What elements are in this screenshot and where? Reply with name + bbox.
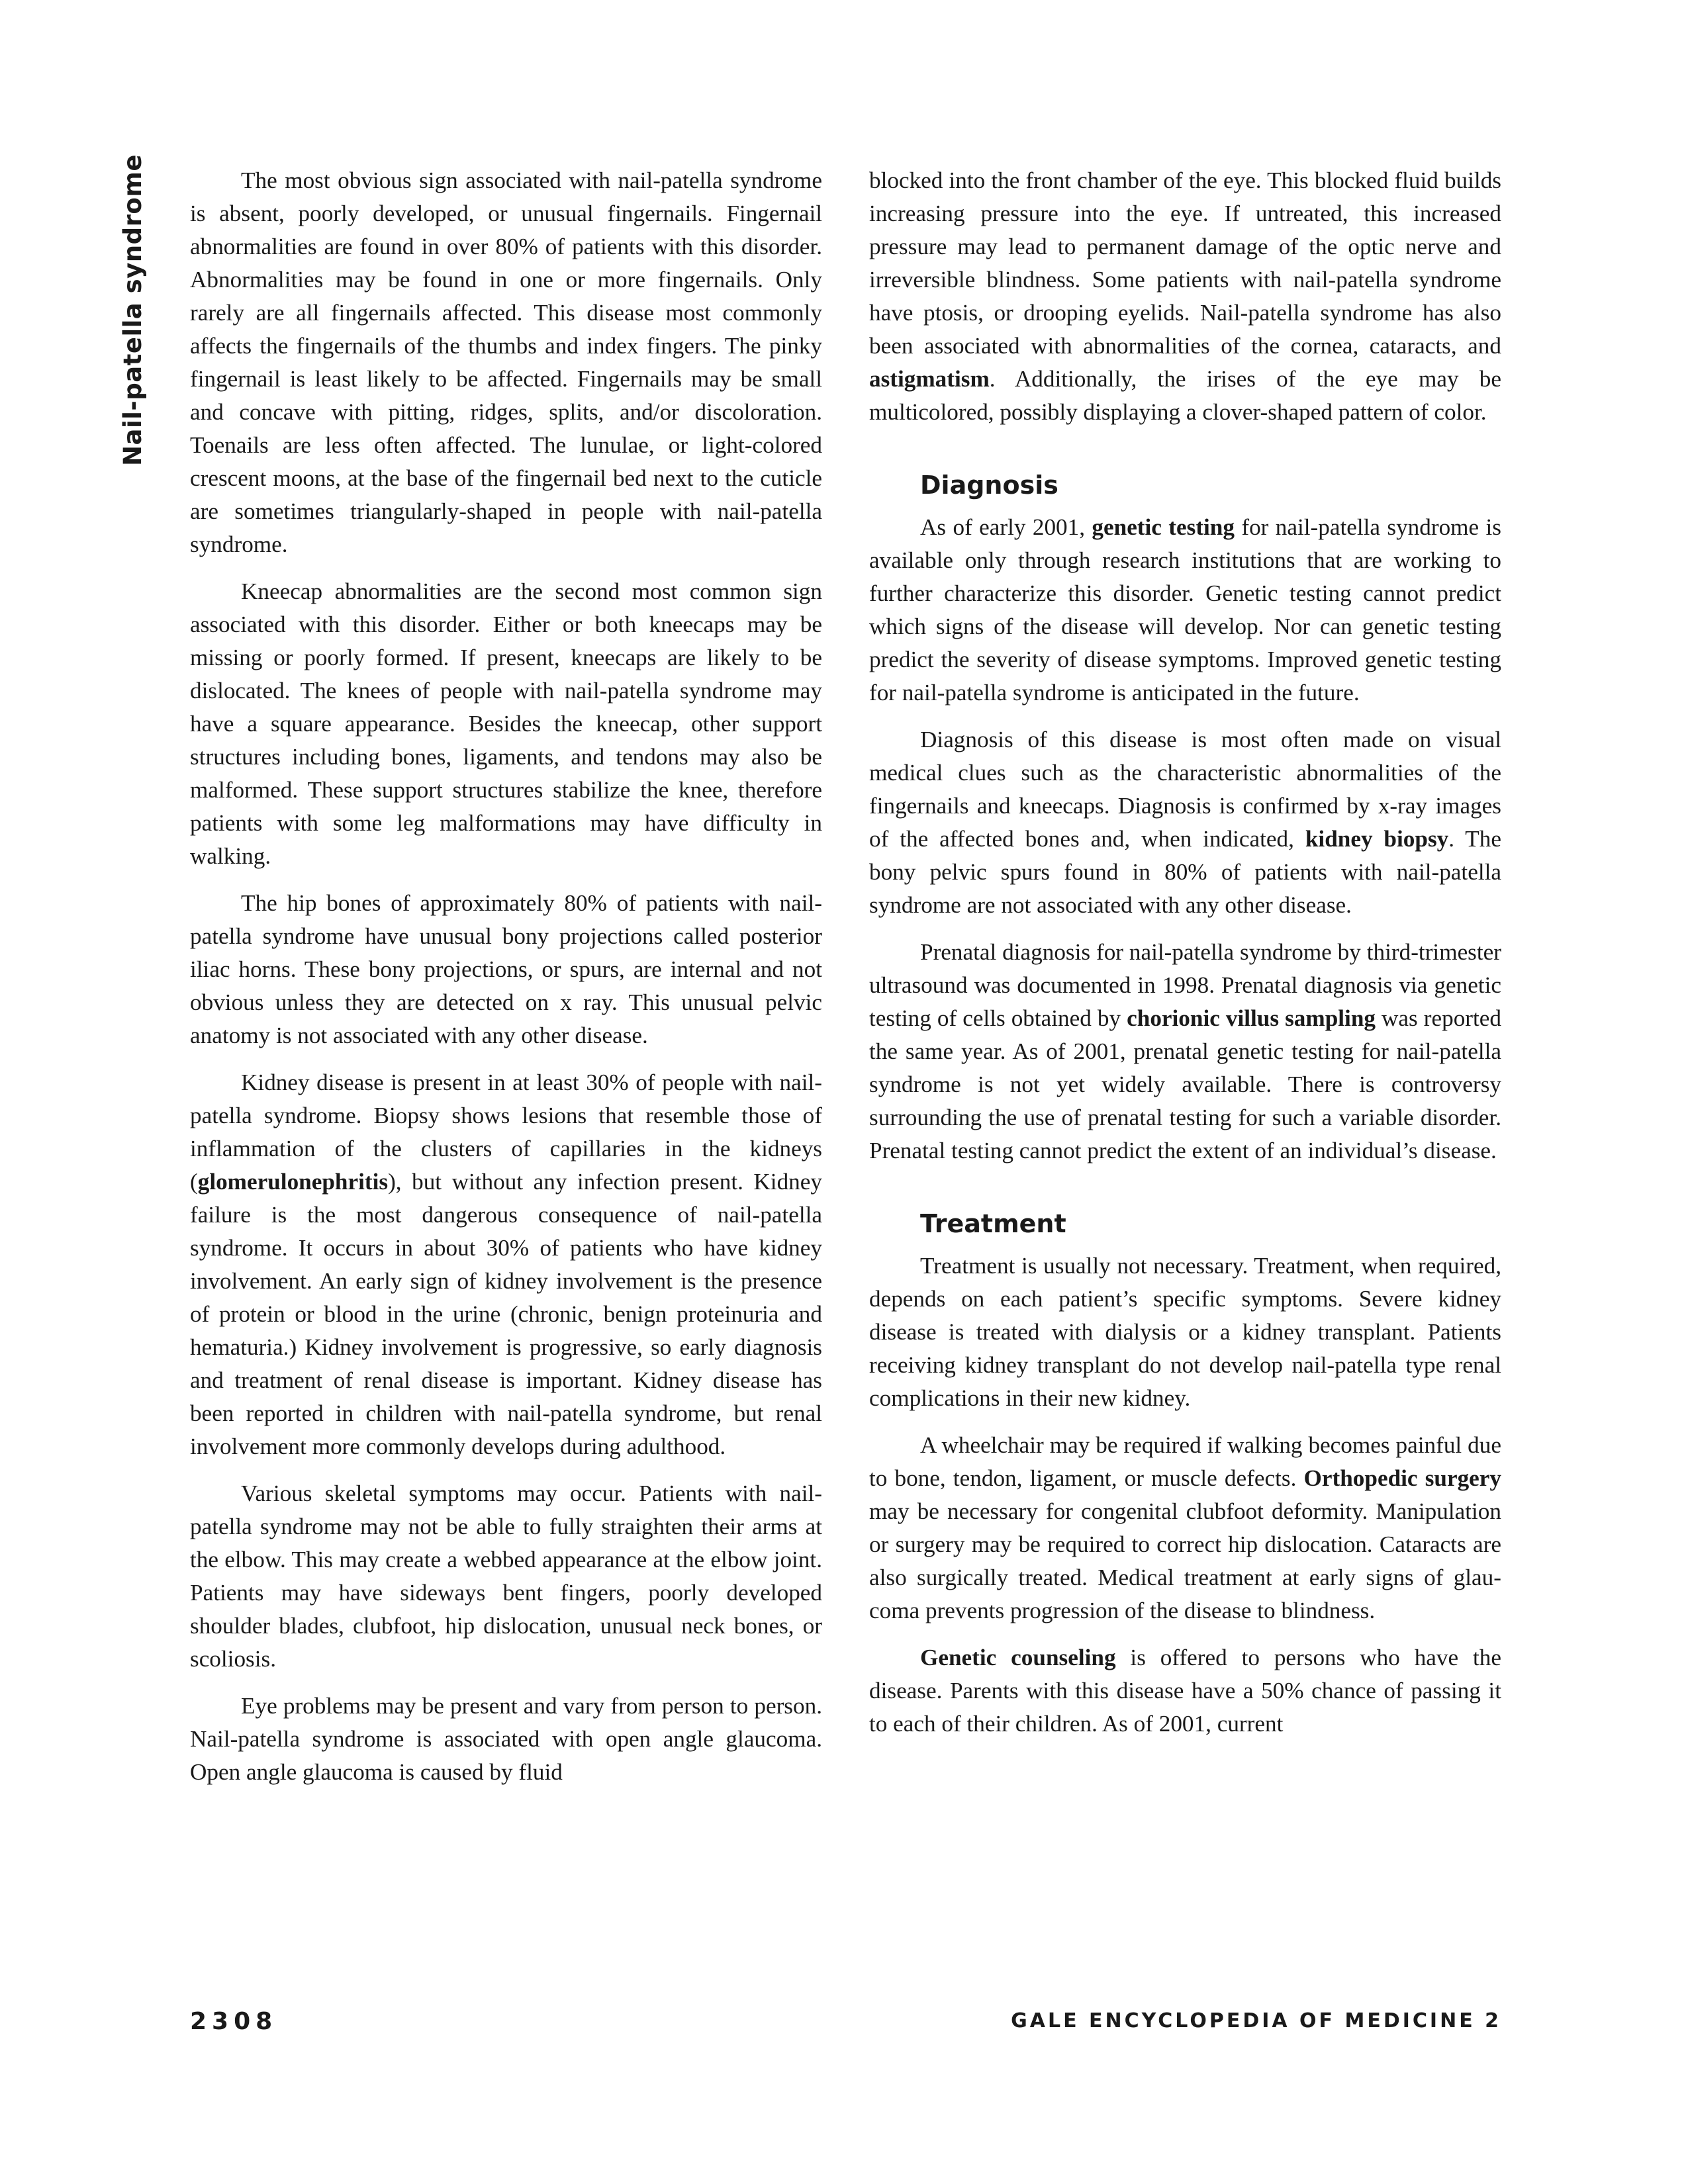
text-run: blocked into the front chamber of the eye. This blocked fluid builds increasing pressure into the eye. If untreated, this increased pressure may lead to permanent damage of the optic nerve and irreversible blindness. Some patients with nail-patella syndrome have ptosis, or drooping eyelids. Nail-patella syndrome has also been associated with abnormalities of the cornea, cataracts, and (869, 167, 1501, 359)
text-run: . Additionally, the irises of the eye may be multicolored, possibly displaying a clover-shaped pattern of color. (869, 366, 1501, 425)
text-run: is offered to persons who have the disease. Parents with this disease have a 50% chance of passing it to each of their children. As of 2001, current (869, 1645, 1501, 1737)
paragraph-diagnosis-clues (869, 723, 1501, 922)
text-run: for nail-patella syndrome is available only through research institutions that are working to further characterize this disorder. Genetic testing cannot predict which signs of the disease will develop. Nor can genetic testing predict the severity of disease symptoms. Improved genetic testing for nail-patella syndrome is anticipated in the future. (869, 514, 1502, 705)
text-run: was reported the same year. As of 2001, prenatal genetic testing for nail-patella syndrome is not yet widely available. There is controversy surrounding the use of prenatal testing for such a variable disorder. Prenatal testing cannot predict the extent of an individual’s disease. (869, 1005, 1501, 1163)
text-run: As of early 2001, (920, 514, 1092, 540)
heading-diagnosis: Diagnosis (920, 471, 1058, 500)
right-column (869, 164, 1501, 1754)
page-number: 2308 (190, 2008, 278, 2035)
term-glomerulonephritis: glomerulonephritis (197, 1169, 389, 1195)
text-run: ), but without any infection present. Kidney failure is the most dangerous consequence of nail-patella syndrome. It occurs in about 30% of patients who have kidney involvement. An early sign of kidney involvement is the presence of protein or blood in the urine (chronic, benign proteinuria and hematuria.) Kidney involvement is progressive, so early diagnosis and treatment of renal disease is important. Kidney disease has been reported in children with nail-patella syndrome, but renal involvement more commonly develops during adulthood. (190, 1169, 822, 1459)
term-orthopedic-surgery: Orthopedic surgery (1303, 1465, 1502, 1491)
paragraph-eye-problems: Eye problems may be present and vary from person to person. Nail-patella syndrome is associated with open angle glaucoma. Open angle glaucoma is caused by fluid (190, 1693, 822, 1785)
paragraph-kidney-disease (190, 1066, 822, 1463)
running-head-text: Nail-patella syndrome (118, 154, 147, 466)
paragraph-wheelchair (869, 1429, 1501, 1627)
paragraph-kneecap-abnormalities: Kneecap abnormalities are the second most common sign associated with this disorder. Either or both kneecaps may be missing or poorly formed. If present, kneecaps are likely to be dislocated. The knees of people with nail-patella syndrome may have a square appearance. Besides the kneecap, other support structures including bones, ligaments, and tendons may also be malformed. These support structures stabilize the knee, therefore patients with some leg malformations may have difficulty in walking. (190, 578, 822, 869)
left-column (190, 164, 822, 1803)
text-run: . The bony pelvic spurs found in 80% of patients with nail-patella syndrome are not associated with any other disease. (869, 826, 1501, 918)
running-head (111, 154, 154, 466)
publication-title: GALE ENCYCLOPEDIA OF MEDICINE 2 (1011, 2009, 1501, 2032)
term-astigmatism: astigmatism (869, 366, 990, 392)
term-kidney-biopsy: kidney biopsy (1305, 826, 1449, 852)
text-run: Diagnosis of this disease is most often made on visual medical clues such as the characteristic abnormalities of the fingernails and kneecaps. Diagnosis is confirmed by x-ray images of the affected bones and, when indicated, (869, 727, 1501, 852)
paragraph-skeletal-symptoms: Various skeletal symptoms may occur. Patients with nail-patella syndrome may not be able to fully straighten their arms at the elbow. This may create a webbed appearance at the elbow joint. Patients may have sideways bent fingers, poorly developed shoulder blades, clubfoot, hip dislocation, unusual neck bones, or scoliosis. (190, 1480, 822, 1672)
term-genetic-testing: genetic testing (1092, 514, 1235, 540)
paragraph-hip-bones: The hip bones of approximately 80% of patients with nail-patella syndrome have unusual bony projections called posterior iliac horns. These bony projections, or spurs, are internal and not obvious unless they are detected on x ray. This unusual pelvic anatomy is not associated with any other disease. (190, 890, 822, 1048)
text-run: may be necessary for congenital clubfoot deformity. Manipulation or surgery may be required to correct hip dislocation. Cataracts are also surgically treated. Medical treatment at early signs of glaucoma prevents progression of the disease to blindness. (869, 1498, 1501, 1623)
term-genetic-counseling: Genetic counseling (920, 1645, 1116, 1670)
paragraph-eye-continued (869, 164, 1501, 429)
paragraph-prenatal-diagnosis (869, 936, 1501, 1167)
paragraph-genetic-testing (869, 511, 1501, 709)
text-run: Prenatal diagnosis for nail-patella syndrome by third-trimester ultrasound was documented in 1998. Prenatal diagnosis via genetic testing of cells obtained by (869, 939, 1501, 1031)
text-run: A wheelchair may be required if walking becomes painful due to bone, tendon, ligament, or muscle defects. (869, 1432, 1501, 1491)
paragraph-genetic-counseling (869, 1641, 1501, 1741)
text-run: Kidney disease is present in at least 30% of people with nail-patella syndrome. Biopsy shows lesions that resemble those of inflammation of the clusters of capillaries in the kidneys ( (190, 1069, 822, 1195)
paragraph-nail-abnormalities: The most obvious sign associated with nail-patella syndrome is absent, poorly developed, or unusual fingernails. Fingernail abnormalities are found in over 80% of patients with this disorder. Abnormalities may be found in one or more fingernails. Only rarely are all fingernails affected. This disease most commonly affects the fingernails of the thumbs and index fingers. The pinky fingernail is least likely to be affected. Fingernails may be small and concave with pitting, ridges, splits, and/or discoloration. Toenails are less often affected. The lunulae, or light-colored crescent moons, at the base of the fingernail bed next to the cuticle are sometimes triangularly-shaped in people with nail-patella syndrome. (190, 167, 822, 557)
term-chorionic-villus-sampling: chorionic villus sampling (1127, 1005, 1376, 1031)
paragraph-treatment: Treatment is usually not necessary. Treatment, when required, depends on each patient’s specific symptoms. Severe kidney disease is treated with dialysis or a kidney transplant. Patients receiving kidney transplant do not develop nail-patella type renal complications in their new kidney. (869, 1253, 1501, 1411)
heading-treatment: Treatment (920, 1209, 1066, 1238)
